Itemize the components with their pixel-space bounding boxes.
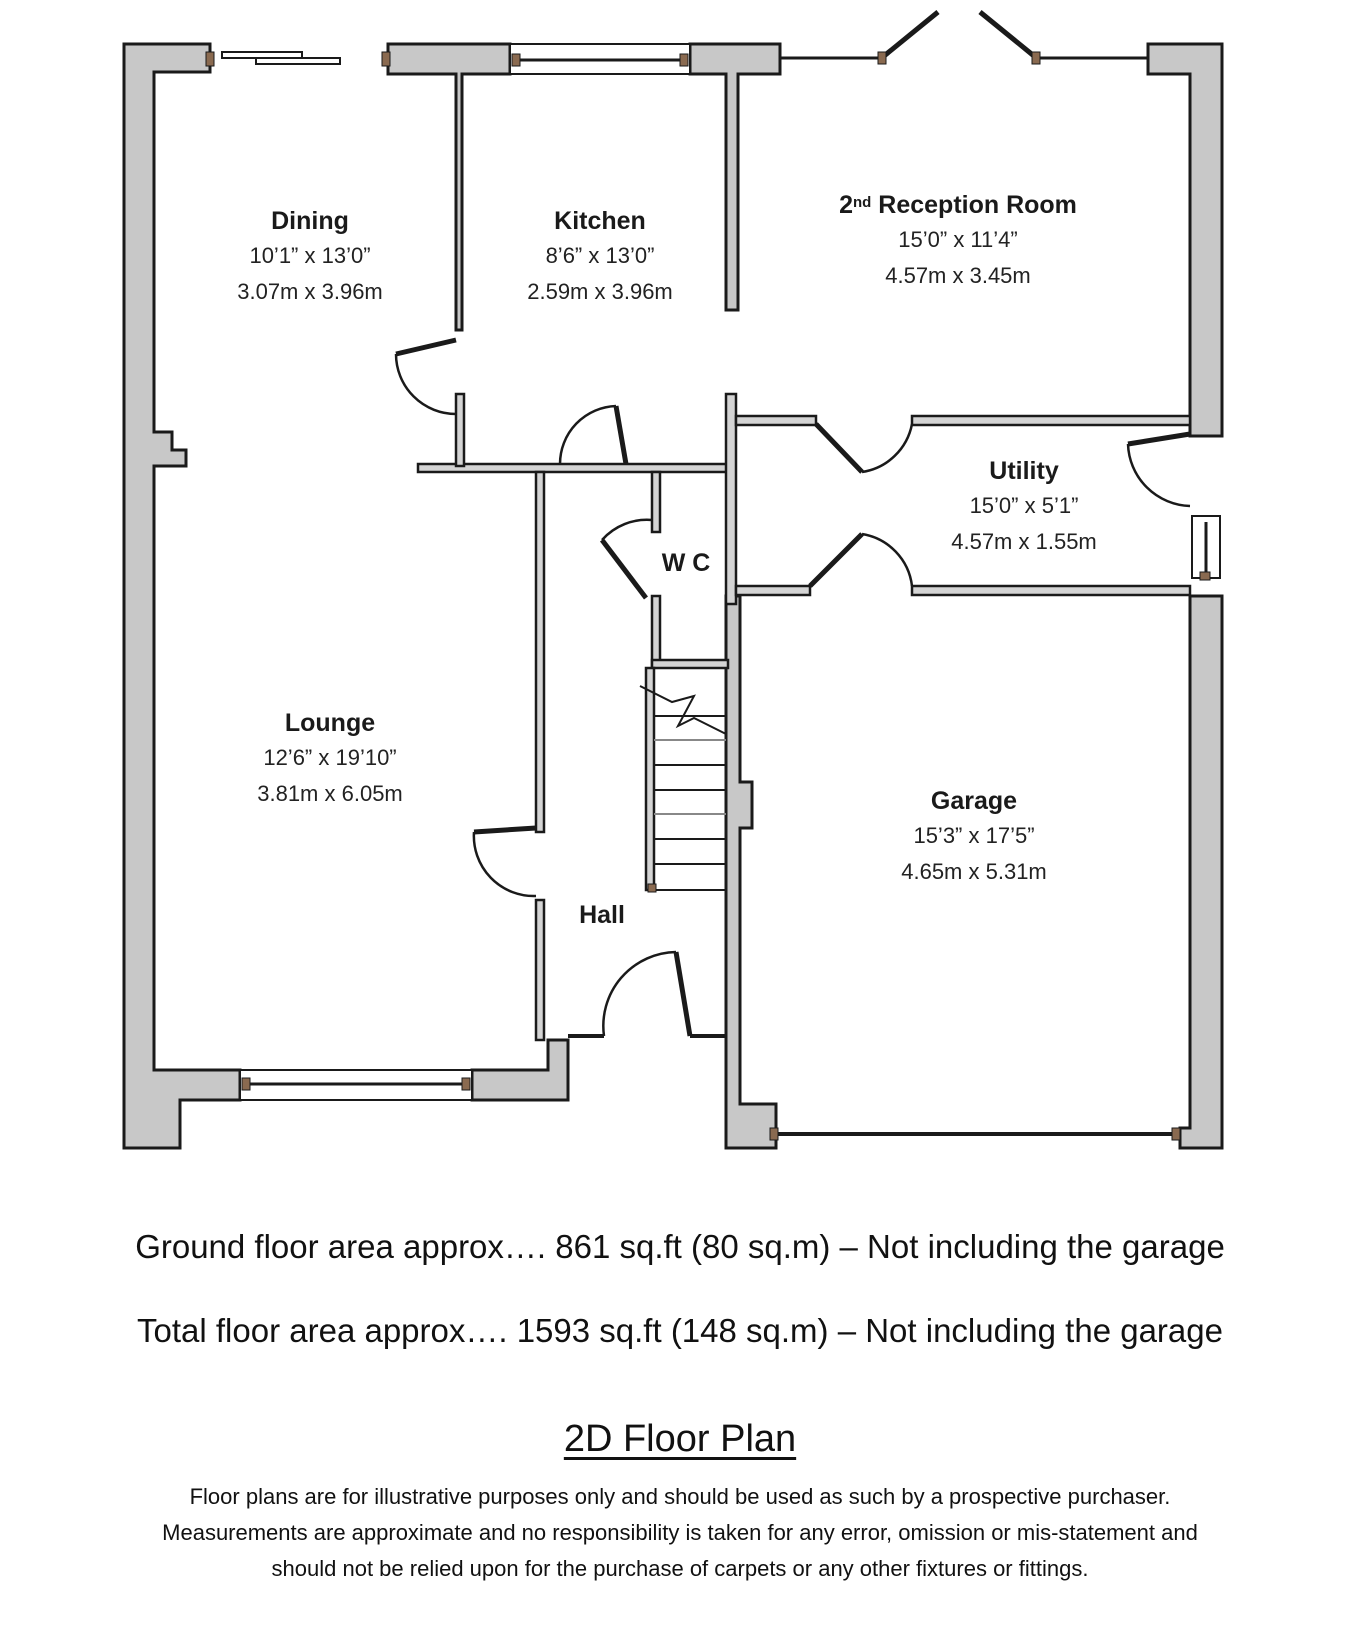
room-utility [951, 454, 1097, 560]
disclaimer-line: Floor plans are for illustrative purposes only and should be used as such by a prospective purchaser. [189, 1484, 1171, 1509]
wc-door-leaf [602, 540, 646, 598]
room-reception [839, 188, 1077, 294]
room-name: Hall [579, 901, 625, 929]
wall-top-kitchen-reception [690, 44, 780, 310]
stairs-outline [654, 668, 726, 890]
wall-outer-right-bottom [1180, 596, 1222, 1148]
wall-lounge-bottom-right [472, 1040, 568, 1100]
room-hall [579, 898, 625, 932]
wall-hall-right [726, 394, 736, 604]
room-dim-metric: 2.59m x 3.96m [527, 279, 673, 304]
wall-utility-bottom-left [736, 586, 810, 595]
wall-wc-left-upper [652, 472, 660, 532]
wall-outer-right-top [1148, 44, 1222, 436]
total-floor-area: Total floor area approx…. 1593 sq.ft (148 sq.m) – Not including the garage [137, 1312, 1223, 1349]
room-dim-metric: 4.57m x 3.45m [885, 263, 1031, 288]
disclaimer-line: should not be relied upon for the purchase of carpets or any other fixtures or fittings. [271, 1556, 1089, 1581]
room-name: Dining [271, 207, 349, 235]
wall-stair-left [646, 668, 654, 890]
room-wc [662, 546, 711, 580]
wall-lounge-right-upper [536, 472, 544, 832]
room-name: Kitchen [554, 207, 646, 235]
room-dining [237, 204, 383, 310]
wall-lounge-right-lower [536, 900, 544, 1040]
room-dim-imperial: 12’6” x 19’10” [263, 745, 397, 770]
front-door-leaf [676, 952, 690, 1036]
room-dim-metric: 4.57m x 1.55m [951, 529, 1097, 554]
wall-dining-door-stub [456, 394, 464, 466]
room-dim-metric: 4.65m x 5.31m [901, 859, 1047, 884]
room-name: W C [661, 549, 711, 577]
room-name: 2nd Reception Room [839, 191, 1077, 219]
room-garage [901, 784, 1047, 890]
room-dim-metric: 3.81m x 6.05m [257, 781, 403, 806]
ground-floor-area: Ground floor area approx…. 861 sq.ft (80 sq.m) – Not including the garage [135, 1228, 1225, 1265]
room-kitchen [527, 204, 673, 310]
wall-wc-bottom [652, 660, 728, 668]
room-dim-metric: 3.07m x 3.96m [237, 279, 383, 304]
room-dim-imperial: 10’1” x 13’0” [249, 243, 371, 268]
wall-outer-left [124, 44, 240, 1148]
room-dim-imperial: 15’0” x 5’1” [969, 493, 1079, 518]
room-name: Lounge [284, 709, 376, 737]
wall-top-dining-kitchen [388, 44, 510, 330]
wall-utility-top-left [736, 416, 816, 425]
utility-back-door-leaf [1128, 434, 1190, 444]
reception-door-leaf [816, 424, 862, 472]
room-lounge [257, 706, 403, 812]
lounge-door-leaf [474, 828, 536, 832]
page-title: 2D Floor Plan [563, 1418, 797, 1460]
wall-utility-bottom-right [912, 586, 1190, 595]
room-name: Garage [930, 787, 1018, 815]
wall-utility-top-right [912, 416, 1190, 425]
room-dim-imperial: 8’6” x 13’0” [545, 243, 655, 268]
room-dim-imperial: 15’3” x 17’5” [913, 823, 1035, 848]
room-dim-imperial: 15’0” x 11’4” [898, 227, 1018, 252]
room-name: Utility [989, 457, 1059, 485]
hall-kitchen-door-leaf [616, 406, 626, 464]
disclaimer-line: Measurements are approximate and no responsibility is taken for any error, omission or mis-statement and [162, 1520, 1198, 1545]
wall-garage-left [726, 596, 776, 1148]
garage-door-leaf [810, 534, 862, 586]
dining-door-leaf [396, 340, 456, 354]
wall-wc-left-lower [652, 596, 660, 666]
